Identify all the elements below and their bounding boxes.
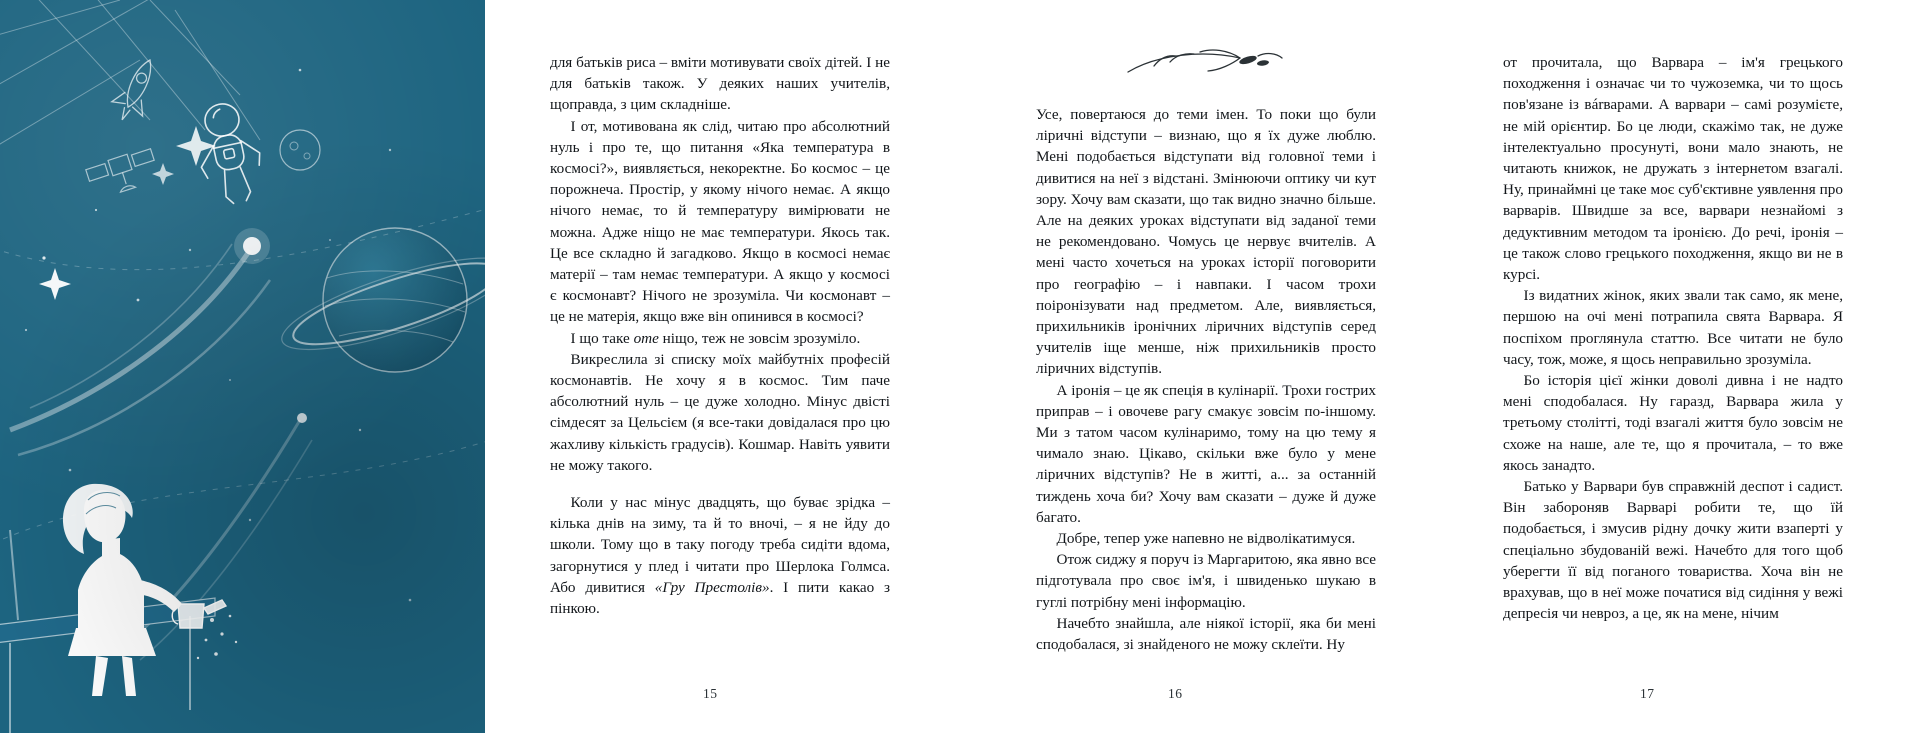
paragraph: Начебто знайшла, але ніякої історії, яка би мені сподобалася, зі знайденого не можу склеїти. Ну: [1036, 614, 1376, 654]
page-right: [968, 0, 1920, 733]
paragraph: Викреслила зі списку моїх майбутніх професій космонавтів. Не хочу я в космос. Тим паче абсолютний нуль – це дуже холодно. Мінус двісті сімдесят за Цельсієм (я все-таки довідалася про цю жахливу кількість градусів). Кошмар. Навіть уявити не можу такого.: [550, 350, 890, 474]
page-15-text-column: [550, 52, 890, 619]
leaf-branch-ornament: [1108, 44, 1298, 84]
paragraph: для батьків риса – вміти мотивувати своїх дітей. І не для батьків також. У деяких наших учителів, щоправда, з цим складніше.: [550, 54, 890, 114]
page-number: 16: [1168, 686, 1183, 701]
paragraph: Бо історія цієї жінки доволі дивна і не надто мені сподобалася. Ну гаразд, Варвара жила у третьому столітті, тоді взагалі життя було зовсім не схоже на наше, але те, що я прочитала, – то вже якось занадто.: [1503, 372, 1843, 474]
paragraph: А іронія – це як спеція в кулінарії. Трохи гострих приправ – і овочеве рагу смакує зовсім по-іншому. Ми з татом часом кулінаримо, тому на цю тему я чимало знаю. Цікаво, скільки вже було у мене ліричних відступів? Не в житті, а... за останній тиждень хоча би? Хочу вам сказати – дуже й дуже багато.: [1036, 381, 1376, 526]
space-illustration: [0, 0, 485, 733]
page-16-text-column: [1036, 104, 1376, 655]
page-17-text-column: [1503, 52, 1843, 624]
paragraph: Отож сиджу я поруч із Маргаритою, яка явно все підготувала про своє ім'я, і швиденько шукаю в гуглі потрібну мені інформацію.: [1036, 551, 1376, 611]
paragraph: Добре, тепер уже напевно не відволікатимуся.: [1056, 530, 1356, 548]
page-number: 17: [1640, 686, 1655, 701]
paragraph: І що таке оте ніщо, теж не зовсім зрозуміло.: [570, 329, 861, 347]
paragraph: Усе, повертаюся до теми імен. То поки що були ліричні відступи – визнаю, що я їх дуже люблю. Мені подобається відступати від головної теми і дивитися на неї з відстані. Змінюючи оптику чи кут зору. Хочу вам сказати, що так видно значно більше. Але на деяких уроках відступати від заданої теми не рекомендовано. Чомусь це нервує вчителів. А мені часто хочеться на уроках історії поговорити про географію – і навпаки. І часом трохи поіронізувати над предметом. Але, виявляється, прихильників іронічних ліричних відступів серед учителів іще менше, ніж прихильників просто ліричних відступів.: [1036, 106, 1376, 378]
paragraph: от прочитала, що Варвара – ім'я грецького походження і означає чи то чужоземка, чи то щось пов'язане із вárварами. А варвари – самі розумієте, не мій орієнтир. Бо це люди, скажімо так, не дуже інтелектуально просунуті, вони мало знають, не читають книжок, не дружать з інтернетом взагалі. Ну, принаймні це таке моє суб'єктивне уявлення про варварів. Швидше за все, варвари незнайомі з дедуктивним методом та іронією. До речі, іронія – це також слово грецького походження, якщо ви не в курсі.: [1503, 54, 1843, 284]
paragraph: І от, мотивована як слід, читаю про абсолютний нуль і про те, що питання «Яка температура в космосі?», виявляється, некоректне. Бо космос – це порожнеча. Простір, у якому нічого немає. А якщо нічого немає, то й температуру вимірювати не можна. Адже ніщо не має температури. Якось так. Це все складно й загадково. Якщо в космосі немає матерії – там немає температури. А якщо у космосі є космонавт? Нічого не зрозуміла. Чи космонавт – це не матерія, якщо вже він опинився в космосі?: [550, 117, 890, 326]
paragraph: Із видатних жінок, яких звали так само, як мене, першою на очі мені потрапила свята Варвара. Я поспіхом проглянула статтю. Все читати не було часу, тож, може, я щось неправильно зрозуміла.: [1503, 287, 1843, 368]
paragraph: Коли у нас мінус двадцять, що буває зрідка – кілька днів на зиму, та й то вночі, – я не йду до школи. Тому що в таку погоду треба сидіти вдома, загорнутися у плед і читати про Шерлока Голмса. Або дивитися «Гру Престолів». І пити какао з пінкою.: [550, 494, 890, 618]
page-number: 15: [703, 686, 718, 701]
paragraph: Батько у Варвари був справжній деспот і садист. Він забороняв Варварі робити те, що їй подобається, і змусив рідну дочку жити взаперті у спеціально збудованій вежі. Начебто для того щоб уберегти її від поганого товариства. Хоча він не врахував, що в неї може початися від сидіння у вежі депресія чи невроз, а це, як на мене, нічим: [1503, 478, 1843, 623]
illustration-vignette: [0, 0, 485, 733]
